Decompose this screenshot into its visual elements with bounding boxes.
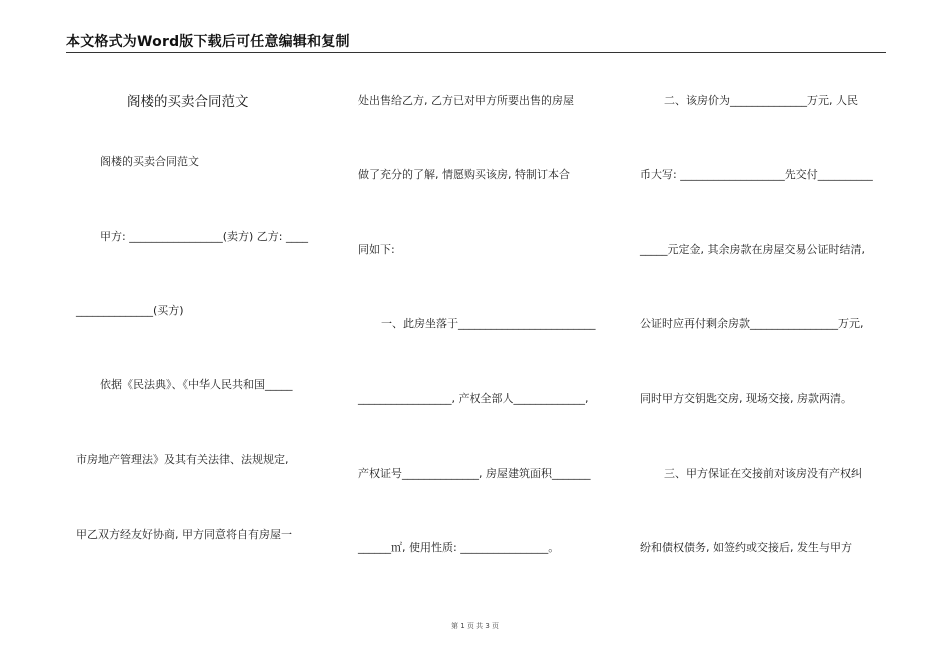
text-line: ______㎡, 使用性质: ________________。	[358, 541, 560, 554]
header-notice: 本文格式为Word版下载后可任意编辑和复制	[66, 34, 350, 50]
text-line: 同时甲方交钥匙交房, 现场交接, 房款两清。	[640, 392, 852, 405]
text-line: _____元定金, 其余房款在房屋交易公证时结清,	[640, 243, 865, 256]
text-line: 公证时应再付剩余房款________________万元,	[640, 317, 864, 330]
page-number: 第 1 页 共 3 页	[450, 622, 500, 630]
text-line: 做了充分的了解, 情愿购买该房, 特制订本合	[358, 168, 570, 181]
text-line: 阁楼的买卖合同范文	[100, 155, 199, 168]
text-line: ______________(买方)	[76, 304, 184, 317]
text-line: 市房地产管理法》及其有关法律、法规规定,	[76, 453, 289, 466]
text-line: 一、此房坐落于_________________________	[381, 317, 596, 330]
text-line: 币大写: ___________________先交付__________	[640, 168, 873, 181]
text-line: 依据《民法典》、《中华人民共和国_____	[100, 378, 293, 391]
text-column-2	[357, 0, 607, 600]
text-line: 处出售给乙方, 乙方已对甲方所要出售的房屋	[358, 94, 574, 107]
text-line: 二、该房价为______________万元, 人民	[664, 94, 858, 107]
text-line: 甲方: _________________(卖方) 乙方: ____	[100, 230, 308, 243]
text-column-3	[640, 0, 892, 600]
text-line: _________________, 产权全部人_____________,	[358, 392, 589, 405]
text-column-1	[76, 0, 322, 600]
text-line: 产权证号______________, 房屋建筑面积_______	[358, 467, 591, 480]
text-line: 三、甲方保证在交接前对该房没有产权纠	[664, 467, 862, 480]
text-line: 同如下:	[358, 243, 395, 256]
text-line: 甲乙双方经友好协商, 甲方同意将自有房屋一	[76, 528, 292, 541]
document-title: 阁楼的买卖合同范文	[127, 94, 249, 110]
text-line: 纷和债权债务, 如签约或交接后, 发生与甲方	[640, 541, 852, 554]
